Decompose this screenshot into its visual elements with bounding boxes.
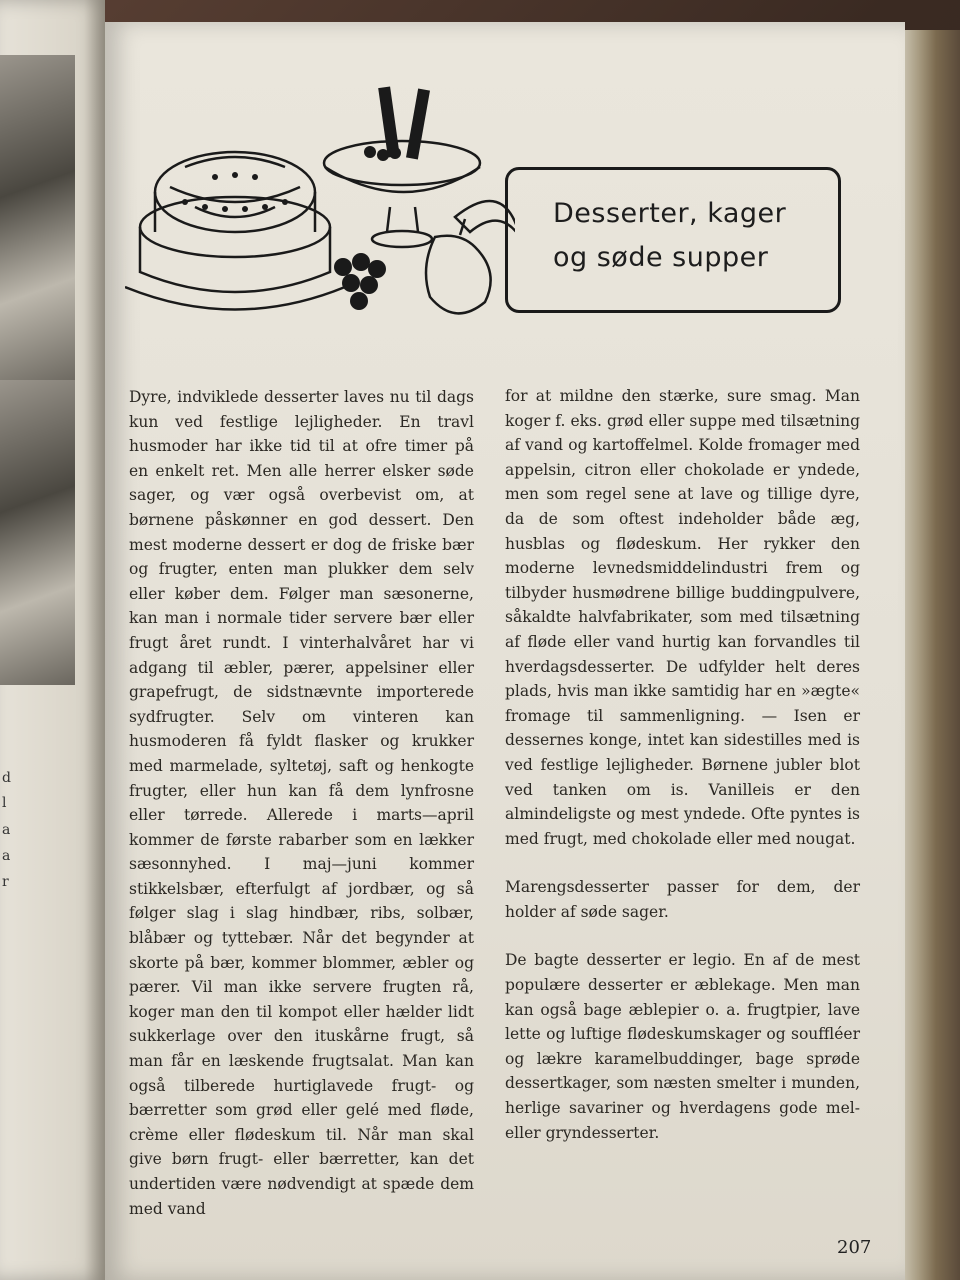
left-text-column bbox=[129, 385, 474, 1221]
right-text-column bbox=[505, 384, 860, 1145]
left-page-photo-bottom bbox=[0, 380, 75, 685]
book-page bbox=[105, 22, 905, 1280]
left-margin-letter: l bbox=[2, 795, 7, 811]
chapter-title-line-1: Desserter, kager bbox=[553, 198, 787, 229]
left-margin-letter: a bbox=[2, 848, 11, 864]
body-paragraph: De bagte desserter er legio. En af de mest populære desserter er æblekage. Men man kan også bage æblepier o. a. frugtpier, lave lette og luftige flødeskumskager og souffléer og lækre karamelbuddinger, bage sprøde dessertkager, som næsten smelter i munden, herlige savariner og hverdagens gode mel- eller gryndesserter. bbox=[505, 951, 860, 1142]
page-number: 207 bbox=[837, 1237, 872, 1258]
body-paragraph: for at mildne den stærke, sure smag. Man koger f. eks. grød eller suppe med tilsætning af vand og kartoffelmel. Kolde fromager med appelsin, citron eller chokolade er yndede, men som regel sene at lave og tillige dyre, da de som oftest indeholder både æg, husblas og flødeskum. Her rykker den moderne levnedsmiddelindustri frem og tilbyder husmødrene billige buddingpulvere, såkaldte halvfabrikater, som med tilsætning af fløde eller vand hurtig kan forvandles til hverdagsdesserter. De udfylder helt deres plads, hvis man ikke samtidig har en »ægte« fromage til sammenligning. — Isen er dessernes konge, intet kan sidestilles med is ved festlige lejligheder. Børnene jubler blot ved tanken om is. Vanilleis er den almindeligste og mest yndede. Ofte pyntes is med frugt, med chokolade eller med nougat. bbox=[505, 387, 860, 848]
left-facing-page bbox=[0, 0, 105, 1280]
body-paragraph: Dyre, indviklede desserter laves nu til dags kun ved festlige lejligheder. En travl husmoder har ikke tid til at ofre timer på en enkelt ret. Men alle herrer elsker søde sager, og vær også overbevist om, at børnene påskønner en god dessert. Den mest moderne dessert er dog de friske bær og frugter, enten man plukker dem selv eller køber dem. Følger man sæsonerne, kan man i normale tider servere bær eller frugt året rundt. I vinterhalvåret har vi adgang til æbler, pærer, appelsiner eller grapefrugt, de sidstnævnte importerede sydfrugter. Selv om vinteren kan husmoderen få fyldt flasker og krukker med marmelade, syltetøj, saft og henkogte frugter, eller hun kan få dem lynfrosne eller tørrede. Allerede i marts—april kommer de første rabarber som en lækker sæsonnyhed. I maj—juni kommer stikkelsbær, efterfulgt af jordbær, og så følger slag i slag hindbær, ribs, solbær, blåbær og tyttebær. Når det begynder at skorte på bær, kommer blommer, æbler og pærer. Vil man ikke servere frugten rå, koger man den til kompot eller hælder lidt sukkerlage over den ituskårne frugt, så man får en læskende frugtsalat. Man kan også tilberede hurtiglavede frugt- og bærretter som grød eller gelé med fløde, crème eller flødeskum til. Når man skal give børn frugt- eller bærretter, kan det undertiden være nødvendigt at spæde dem med vand bbox=[129, 388, 474, 1218]
book-edge bbox=[900, 30, 960, 1280]
left-margin-letter: a bbox=[2, 822, 11, 838]
left-margin-letter: d bbox=[2, 770, 11, 786]
body-paragraph: Marengsdesserter passer for dem, der holder af søde sager. bbox=[505, 878, 860, 921]
left-margin-letter: r bbox=[2, 874, 9, 890]
left-page-photo-top bbox=[0, 55, 75, 385]
chapter-title-line-2: og søde supper bbox=[553, 242, 769, 273]
desserts-illustration-icon bbox=[125, 57, 515, 327]
chapter-title bbox=[553, 192, 833, 280]
